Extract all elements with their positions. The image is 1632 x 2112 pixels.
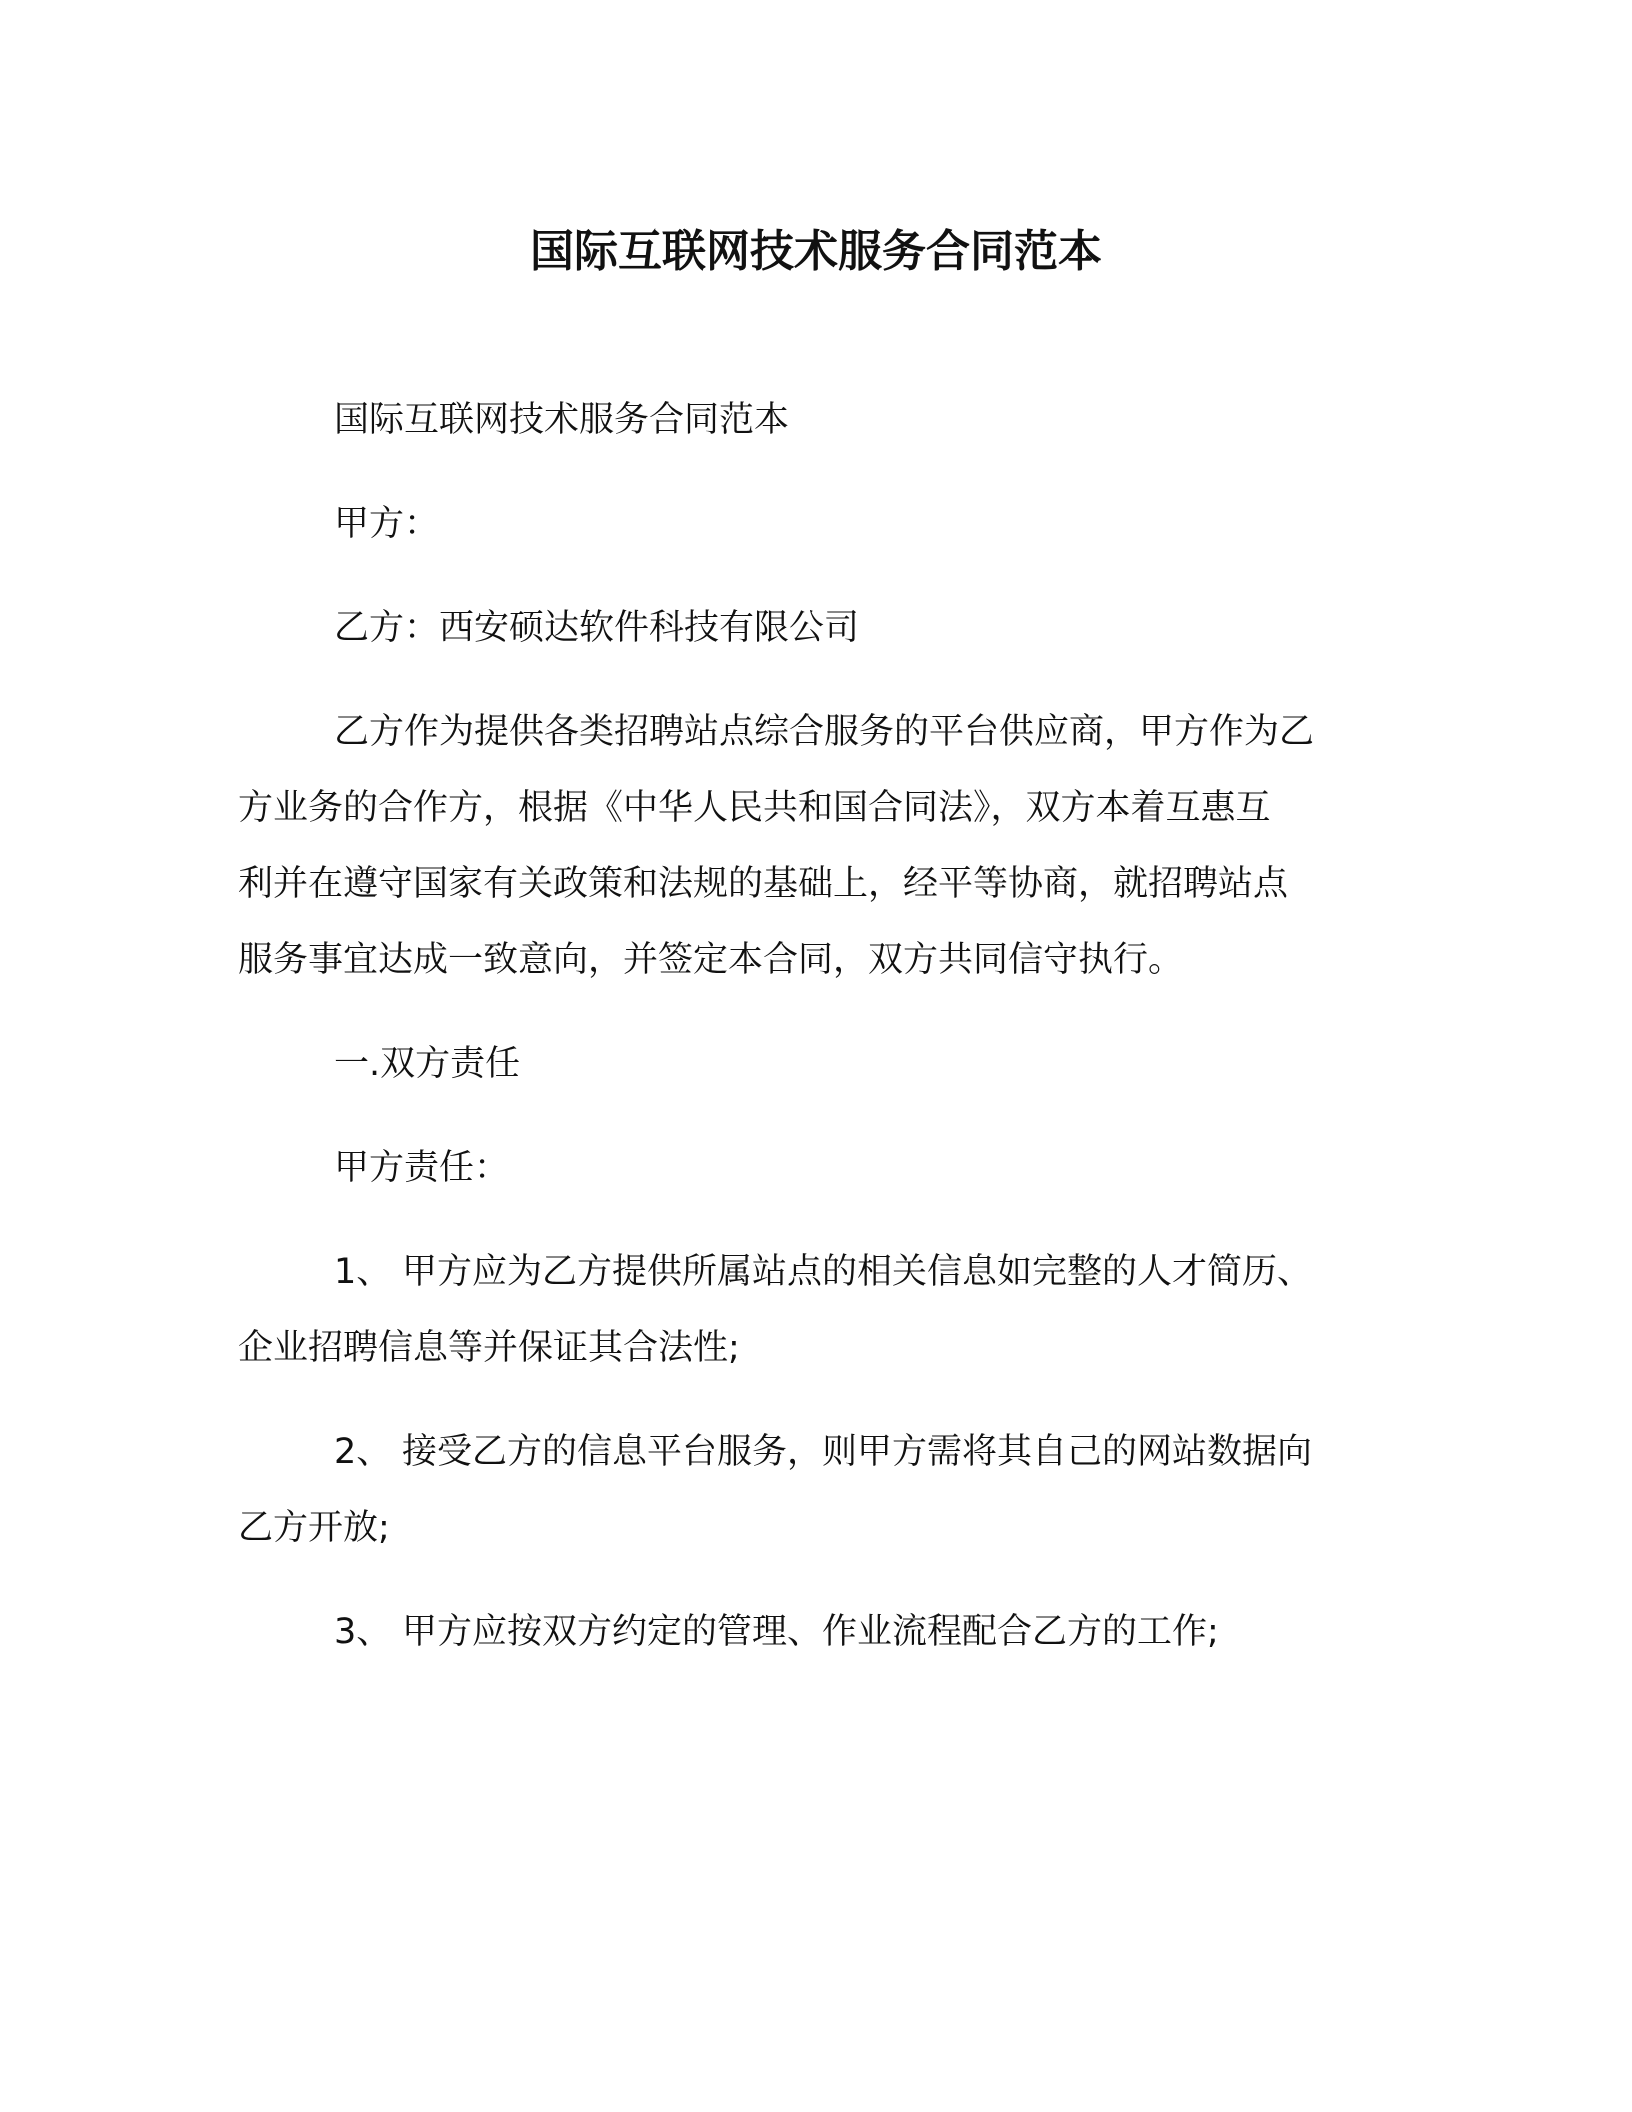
- list-item: [334, 1612, 1219, 1652]
- list-item-number: 1、: [334, 1252, 392, 1292]
- document-subtitle: 国际互联网技术服务合同范本: [334, 400, 790, 440]
- preamble-line-4: 服务事宜达成一致意向，并签定本合同，双方共同信守执行。: [238, 940, 1184, 980]
- document-title: 国际互联网技术服务合同范本: [530, 226, 1102, 277]
- party-b-line: 乙方：西安硕达软件科技有限公司: [334, 608, 860, 648]
- preamble-line-3: 利并在遵守国家有关政策和法规的基础上，经平等协商，就招聘站点: [238, 864, 1289, 904]
- preamble-line-2: 方业务的合作方，根据《中华人民共和国合同法》，双方本着互惠互: [238, 788, 1271, 828]
- list-item: [334, 1432, 1312, 1472]
- list-item-number: 3、: [334, 1612, 392, 1652]
- party-a-line: 甲方：: [334, 504, 440, 544]
- list-item-number: 2、: [334, 1432, 392, 1472]
- section-heading-responsibilities: 一.双方责任: [334, 1044, 521, 1084]
- list-item-text: 甲方应按双方约定的管理、作业流程配合乙方的工作;: [402, 1612, 1219, 1652]
- list-item-text: 接受乙方的信息平台服务，则甲方需将其自己的网站数据向: [402, 1432, 1313, 1472]
- list-item-continuation: 企业招聘信息等并保证其合法性;: [238, 1328, 740, 1368]
- list-item: [334, 1252, 1312, 1292]
- party-a-duties-heading: 甲方责任：: [334, 1148, 510, 1188]
- list-item-continuation: 乙方开放;: [238, 1508, 390, 1548]
- preamble-line-1: 乙方作为提供各类招聘站点综合服务的平台供应商，甲方作为乙: [334, 712, 1315, 752]
- list-item-text: 甲方应为乙方提供所属站点的相关信息如完整的人才简历、: [402, 1252, 1313, 1292]
